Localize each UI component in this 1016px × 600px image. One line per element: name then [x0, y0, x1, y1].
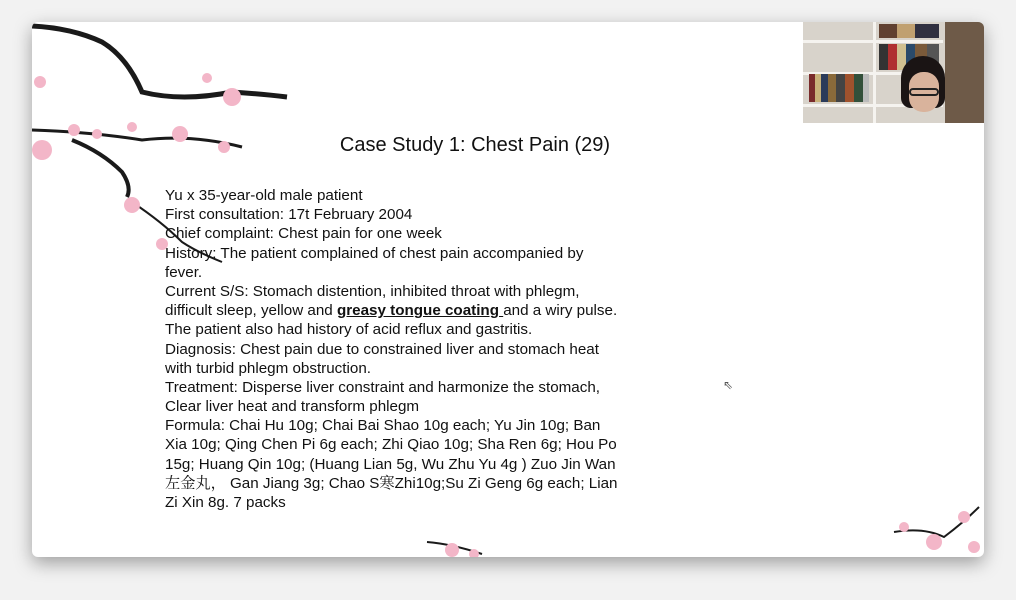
- text-after: and a wiry pulse.: [503, 302, 618, 320]
- consultation-line: First consultation: 17t February 2004: [165, 206, 413, 224]
- cherry-blossom-branch-bottom-right: [874, 497, 984, 557]
- slide-title: Case Study 1: Chest Pain (29): [339, 134, 611, 156]
- history-reflux-line: The patient also had history of acid reflux and gastritis.: [165, 321, 533, 339]
- history-line: History: The patient complained of chest pain accompanied by: [165, 244, 584, 262]
- chief-complaint-line: Chief complaint: Chest pain for one week: [165, 225, 442, 243]
- diagnosis-line: Diagnosis: Chest pain due to constrained liver and stomach heat: [165, 340, 599, 358]
- diagnosis-line-cont: with turbid phlegm obstruction.: [165, 359, 371, 377]
- history-line-cont: fever.: [165, 263, 203, 281]
- text-before: difficult sleep, yellow and: [165, 302, 337, 320]
- formula-line-3: 15g; Huang Qin 10g; (Huang Lian 5g, Wu Zhu Yu 4g ) Zuo Jin Wan: [165, 455, 616, 473]
- emphasized-text: greasy tongue coating: [336, 302, 504, 320]
- cherry-blossom-branch-bottom-center: [422, 532, 492, 557]
- current-ss-line: Current S/S: Stomach distention, inhibited throat with phlegm,: [165, 282, 580, 300]
- glasses: [909, 88, 939, 96]
- formula-line-4: 左金丸， Gan Jiang 3g; Chao S寒Zhi10g;Su Zi Geng 6g each; Lian: [165, 474, 618, 492]
- patient-line: Yu x 35-year-old male patient: [165, 187, 363, 204]
- formula-line-2: Xia 10g; Qing Chen Pi 6g each; Zhi Qiao 10g; Sha Ren 6g; Hou Po: [165, 436, 617, 454]
- current-ss-line-cont: [165, 301, 618, 320]
- slide-body: [165, 186, 618, 512]
- mouse-cursor-icon: ⇖: [723, 378, 734, 392]
- formula-line-5: Zi Xin 8g. 7 packs: [165, 494, 286, 511]
- presentation-window: [32, 22, 984, 557]
- formula-line: Formula: Chai Hu 10g; Chai Bai Shao 10g each; Yu Jin 10g; Ban: [165, 417, 601, 435]
- webcam-thumbnail[interactable]: [803, 22, 984, 123]
- treatment-line: Treatment: Disperse liver constraint and harmonize the stomach,: [165, 378, 601, 396]
- treatment-line-cont: Clear liver heat and transform phlegm: [165, 398, 420, 416]
